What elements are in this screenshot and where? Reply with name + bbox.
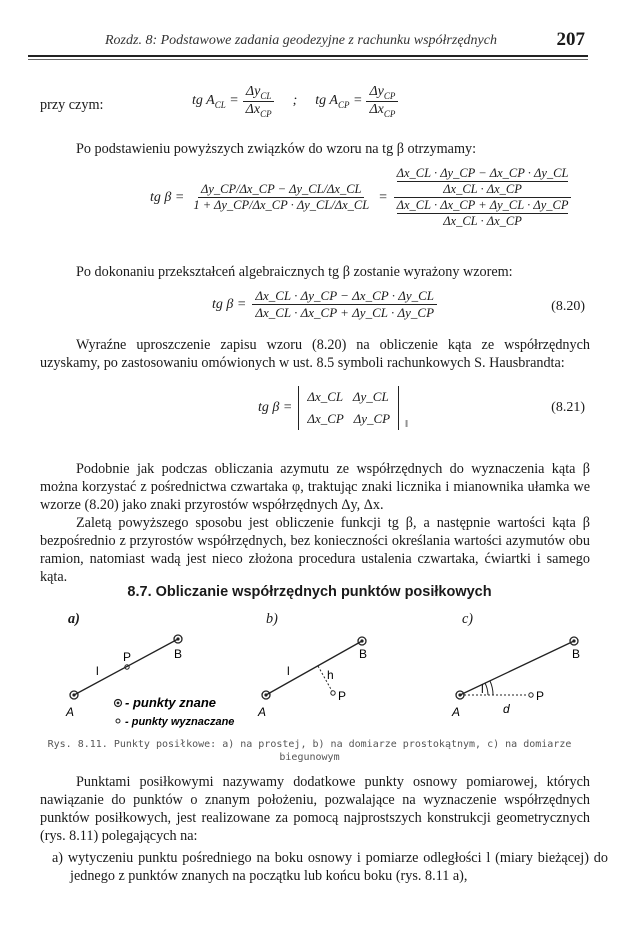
- transform-text: Po dokonaniu przekształceń algebraicznych tg β zostanie wyrażony wzorem:: [76, 264, 513, 280]
- eq-820-fraction: $\frac{\Delta x\_CL \cdot \Delta y\_CP - \Delta x\_CP \cdot \Delta y\_CL}{\Delta x\_CL \cdot \Delta x\_CP + \Delta y\_CL \cdot \Delta y\_CP}$: [252, 288, 437, 321]
- equation-8-21: [258, 386, 408, 430]
- panel-c-label-a: A: [452, 705, 461, 719]
- panel-label-b: b): [266, 611, 278, 627]
- panel-b-point-a-dot: [264, 693, 267, 696]
- panel-a-label-b: B: [174, 647, 183, 661]
- legend-known-dot: [117, 702, 120, 705]
- equation-number-8-20: (8.20): [551, 299, 585, 314]
- simplify-paragraph: Wyraźne uproszczenie zapisu wzoru (8.20) na obliczenie kąta ze współrzędnych uzyskamy, po zastosowaniu omówionych w ust. 8.5 symboli rachunkowych S. Hausbrandta:: [40, 337, 590, 371]
- header-rule-thin: [28, 59, 588, 60]
- panel-c-label-p: P: [536, 689, 545, 703]
- equation-8-20: [212, 288, 437, 321]
- panel-c-point-b-dot: [572, 639, 575, 642]
- eq-intro-lhs1: tg $A_{CL}$ =: [192, 92, 239, 110]
- legend-new-text: - punkty wyznaczane: [125, 716, 235, 728]
- running-title: Rozdz. 8: Podstawowe zadania geodezyjne z rachunku współrzędnych: [105, 33, 497, 48]
- panel-c-angle-arc: [485, 683, 488, 695]
- similar-paragraph: Podobnie jak podczas obliczania azymutu ze współrzędnych do wyznaczenia kąta β można korzystać z pośrednictwa czwartaka φ, traktując znaki licznika i mianownika ułamka we wzorze (8.20) jako znaki przyrostów współrzędnych Δy, Δx.: [40, 461, 590, 513]
- panel-a-line: [74, 639, 178, 695]
- panel-b-line: [266, 641, 362, 695]
- eq-821-lhs: tg β =: [258, 400, 293, 415]
- eq-big-left-fraction: $\frac{\Delta y\_CP/\Delta x\_CP - \Delta y\_CL/\Delta x\_CL}{1 + \Delta y\_CP/\Delta x\_CP \cdot \Delta y\_CL/\Delta x\_CL}$: [193, 182, 370, 212]
- panel-a-label-a: A: [66, 705, 75, 719]
- panel-label-c: c): [462, 611, 474, 627]
- panel-c-line: [460, 641, 574, 695]
- header-rule: [28, 55, 588, 57]
- panel-c-point-a-dot: [458, 693, 461, 696]
- panel-b-diagram: [257, 637, 367, 719]
- figure-caption-line2: biegunowym: [279, 752, 340, 763]
- legend-new-marker: [116, 719, 120, 723]
- figure-8-11: [0, 625, 619, 737]
- eq-820-lhs: tg β =: [212, 296, 247, 312]
- panel-a-point-b-dot: [176, 637, 179, 640]
- panel-label-a: a): [68, 611, 80, 627]
- panel-a-diagram: [65, 635, 234, 728]
- advantage-paragraph: Zaletą powyższego sposobu jest obliczenie funkcji tg β, a następnie wartości kąta β bezpośrednio z przyrostów współrzędnych, bez konieczności określania wartości azymutów obu ramion, natomiast wadą jest nieco złożona procedura ustalenia czwartaka, ćwiartki i samego kąta.: [40, 515, 590, 585]
- panel-c-angle-arc-outer: [490, 681, 493, 695]
- eq-821-determinant: Δx_CL Δy_CL Δx_CP Δy_CP: [298, 386, 399, 430]
- list-item-a: a) wytyczeniu punktu pośredniego na boku osnowy i pomiarze odległości l (miary bieżącej) do jednego z punktów znanych na początku lub końcu boku (rys. 8.11 a),: [52, 850, 608, 884]
- panel-c-label-d: d: [503, 702, 510, 716]
- panel-b-label-l: l: [287, 664, 290, 678]
- figure-caption: [0, 738, 619, 764]
- panel-a-label-p: P: [123, 650, 132, 664]
- eq-big-right-fraction: Δx_CL · Δy_CP − Δx_CP · Δy_CL Δx_CL · Δx_CP Δx_CL · Δx_CP + Δy_CL · Δy_CP Δx_CL · Δx_CP: [394, 166, 572, 229]
- legend-known-text: - punkty znane: [125, 695, 217, 710]
- panel-b-label-h: h: [327, 668, 334, 682]
- substitution-text: Po podstawieniu powyższych związków do wzoru na tg β otrzymamy:: [76, 141, 477, 157]
- panel-b-point-p-marker: [331, 691, 335, 695]
- panel-c-point-p-marker: [529, 693, 533, 697]
- panel-c-diagram: [451, 637, 580, 719]
- intro-text: przy czym:: [40, 97, 104, 113]
- panel-a-label-l: l: [96, 664, 99, 678]
- panel-b-label-p: P: [338, 689, 347, 703]
- equation-intro: [192, 84, 398, 119]
- eq-intro-frac2: $\frac{\Delta y_{CP}}{\Delta x_{CP}}$: [366, 84, 398, 119]
- auxiliary-points-paragraph: Punktami posiłkowymi nazywamy dodatkowe punkty osnowy pomiarowej, których nawiązanie do punktów o znanym położeniu, pozwalające na wyznaczenie współrzędnych punktów posiłkowych, jest realizowane za pomocą najprostszych konstrukcji geometrycznych (rys. 8.11) polegających na:: [40, 774, 590, 844]
- eq-intro-separator: ;: [292, 93, 298, 109]
- equation-number-8-21: (8.21): [551, 400, 585, 415]
- section-title: 8.7. Obliczanie współrzędnych punktów posiłkowych: [127, 584, 492, 600]
- panel-c-label-b: B: [572, 647, 581, 661]
- panel-a-point-a-dot: [72, 693, 75, 696]
- equation-big: tg β = $\frac{\Delta y\_CP/\Delta x\_CP - \Delta y\_CL/\Delta x\_CL}{1 + \Delta y\_CP/\Delta x\_CP \cdot \Delta y\_CL/\Delta x\_CL}$ = Δx_CL · Δy_CP − Δx_CP · Δy_CL Δx_CL · Δx_CP Δx_CL · Δx_CP + Δy_CL · Δy_CP Δx_CL · Δx_CP: [150, 166, 571, 229]
- panel-b-label-a: A: [258, 705, 267, 719]
- panel-c-label-l: l: [481, 682, 484, 696]
- eq-intro-frac1: $\frac{\Delta y_{CL}}{\Delta x_{CP}}$: [243, 84, 275, 119]
- panel-b-label-b: B: [359, 647, 368, 661]
- page-number: 207: [556, 29, 585, 50]
- panel-b-point-b-dot: [360, 639, 363, 642]
- eq-intro-lhs2: tg $A_{CP}$ =: [315, 92, 363, 110]
- eq-821-suffix: ‖: [405, 419, 408, 430]
- eq-big-lhs: tg β =: [150, 189, 185, 205]
- figure-caption-line1: Rys. 8.11. Punkty posiłkowe: a) na prostej, b) na domiarze prostokątnym, c) na domiarze: [47, 739, 572, 750]
